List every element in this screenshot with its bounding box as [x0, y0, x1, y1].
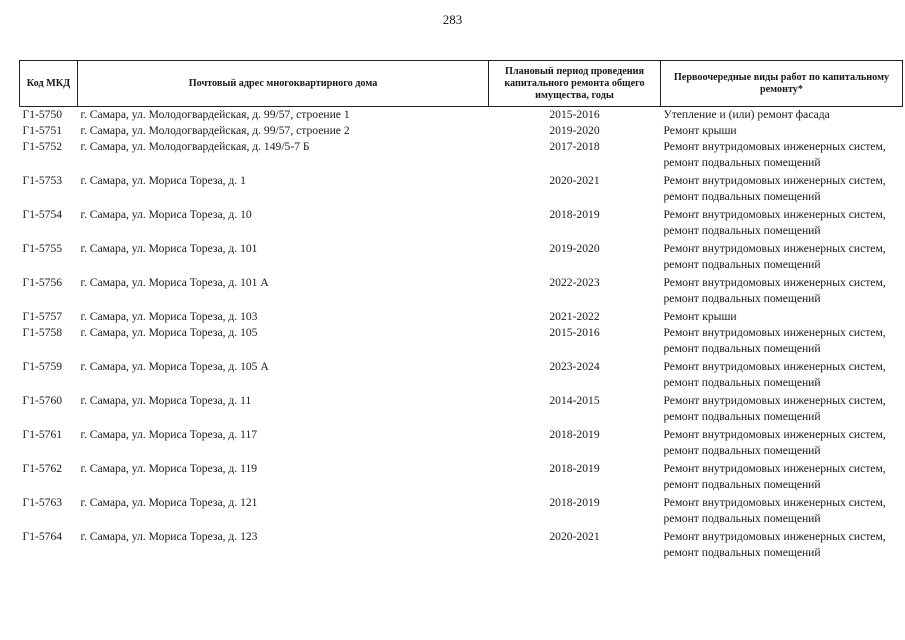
- table-row: [20, 107, 903, 124]
- cell-works: [661, 107, 903, 124]
- cell-code: Г1-5753: [22, 174, 63, 187]
- table-header-row: [20, 61, 903, 107]
- table-row: [20, 123, 903, 139]
- cell-period: 2018-2019: [549, 462, 600, 475]
- table-row: [20, 139, 903, 173]
- table-row: [20, 309, 903, 325]
- work-item: Ремонт внутридомовых инженерных систем,: [663, 360, 886, 373]
- cell-period: 2019-2020: [549, 124, 600, 137]
- capital-repair-table: [19, 60, 903, 563]
- header-period: Плановый период проведения капитального ремонта общего имущества, годы: [489, 61, 661, 107]
- cell-works: [661, 123, 903, 139]
- cell-code: Г1-5754: [22, 208, 63, 221]
- page-number: 283: [442, 12, 463, 27]
- cell-address: г. Самара, ул. Мориса Тореза, д. 10: [80, 208, 252, 221]
- cell-code: Г1-5764: [22, 530, 63, 543]
- work-item: ремонт подвальных помещений: [663, 190, 821, 203]
- cell-address: г. Самара, ул. Мориса Тореза, д. 119: [80, 462, 258, 475]
- cell-works: [661, 275, 903, 309]
- work-item: Ремонт внутридомовых инженерных систем,: [663, 140, 886, 153]
- work-item: ремонт подвальных помещений: [663, 376, 821, 389]
- table-row: [20, 495, 903, 529]
- table-row: [20, 427, 903, 461]
- cell-code: Г1-5763: [22, 496, 63, 509]
- work-item: Утепление и (или) ремонт фасада: [663, 108, 830, 121]
- cell-works: [661, 495, 903, 529]
- cell-code: Г1-5756: [22, 276, 63, 289]
- table-body: [20, 107, 903, 564]
- table-row: [20, 173, 903, 207]
- work-item: Ремонт внутридомовых инженерных систем,: [663, 462, 886, 475]
- cell-code: Г1-5761: [22, 428, 63, 441]
- work-item: Ремонт внутридомовых инженерных систем,: [663, 276, 886, 289]
- table-row: [20, 241, 903, 275]
- cell-code: Г1-5751: [22, 124, 63, 137]
- cell-code: Г1-5755: [22, 242, 63, 255]
- work-item: Ремонт внутридомовых инженерных систем,: [663, 326, 886, 339]
- cell-address: г. Самара, ул. Молодогвардейская, д. 149/5-7 Б: [80, 140, 310, 153]
- cell-address: г. Самара, ул. Мориса Тореза, д. 105: [80, 326, 258, 339]
- table-row: [20, 325, 903, 359]
- cell-code: Г1-5762: [22, 462, 63, 475]
- work-item: ремонт подвальных помещений: [663, 546, 821, 559]
- table-row: [20, 529, 903, 563]
- cell-period: 2018-2019: [549, 496, 600, 509]
- work-item: Ремонт внутридомовых инженерных систем,: [663, 428, 886, 441]
- work-item: ремонт подвальных помещений: [663, 410, 821, 423]
- work-item: Ремонт внутридомовых инженерных систем,: [663, 174, 886, 187]
- work-item: ремонт подвальных помещений: [663, 156, 821, 169]
- table-row: [20, 275, 903, 309]
- table-row: [20, 393, 903, 427]
- cell-address: г. Самара, ул. Мориса Тореза, д. 1: [80, 174, 246, 187]
- cell-period: 2021-2022: [549, 310, 600, 323]
- cell-period: 2018-2019: [549, 208, 600, 221]
- cell-works: [661, 207, 903, 241]
- cell-address: г. Самара, ул. Мориса Тореза, д. 101: [80, 242, 258, 255]
- work-item: ремонт подвальных помещений: [663, 224, 821, 237]
- cell-address: г. Самара, ул. Молодогвардейская, д. 99/57, строение 1: [80, 108, 350, 121]
- work-item: Ремонт крыши: [663, 124, 737, 137]
- cell-code: Г1-5757: [22, 310, 63, 323]
- table-row: [20, 359, 903, 393]
- table-row: [20, 207, 903, 241]
- work-item: Ремонт внутридомовых инженерных систем,: [663, 530, 886, 543]
- cell-code: Г1-5758: [22, 326, 63, 339]
- work-item: ремонт подвальных помещений: [663, 478, 821, 491]
- header-works: Первоочередные виды работ по капитальному ремонту*: [661, 61, 903, 107]
- work-item: Ремонт внутридомовых инженерных систем,: [663, 394, 886, 407]
- cell-works: [661, 359, 903, 393]
- cell-address: г. Самара, ул. Мориса Тореза, д. 103: [80, 310, 258, 323]
- work-item: ремонт подвальных помещений: [663, 444, 821, 457]
- work-item: Ремонт внутридомовых инженерных систем,: [663, 496, 886, 509]
- header-address: Почтовый адрес многоквартирного дома: [78, 61, 489, 107]
- cell-code: Г1-5752: [22, 140, 63, 153]
- header-code: Код МКД: [20, 61, 78, 107]
- work-item: ремонт подвальных помещений: [663, 342, 821, 355]
- cell-period: 2018-2019: [549, 428, 600, 441]
- work-item: ремонт подвальных помещений: [663, 258, 821, 271]
- cell-works: [661, 461, 903, 495]
- work-item: Ремонт крыши: [663, 310, 737, 323]
- table-row: [20, 461, 903, 495]
- cell-period: 2020-2021: [549, 530, 600, 543]
- cell-works: [661, 241, 903, 275]
- work-item: Ремонт внутридомовых инженерных систем,: [663, 208, 886, 221]
- cell-works: [661, 393, 903, 427]
- cell-address: г. Самара, ул. Мориса Тореза, д. 11: [80, 394, 252, 407]
- cell-period: 2014-2015: [549, 394, 600, 407]
- cell-period: 2017-2018: [549, 140, 600, 153]
- cell-period: 2015-2016: [549, 326, 600, 339]
- cell-period: 2023-2024: [549, 360, 600, 373]
- cell-code: Г1-5750: [22, 108, 63, 121]
- work-item: ремонт подвальных помещений: [663, 292, 821, 305]
- cell-address: г. Самара, ул. Молодогвардейская, д. 99/57, строение 2: [80, 124, 350, 137]
- cell-address: г. Самара, ул. Мориса Тореза, д. 101 А: [80, 276, 269, 289]
- cell-code: Г1-5759: [22, 360, 63, 373]
- cell-address: г. Самара, ул. Мориса Тореза, д. 117: [80, 428, 258, 441]
- cell-works: [661, 529, 903, 563]
- cell-works: [661, 139, 903, 173]
- cell-works: [661, 427, 903, 461]
- cell-period: 2019-2020: [549, 242, 600, 255]
- cell-address: г. Самара, ул. Мориса Тореза, д. 123: [80, 530, 258, 543]
- work-item: ремонт подвальных помещений: [663, 512, 821, 525]
- cell-works: [661, 309, 903, 325]
- cell-address: г. Самара, ул. Мориса Тореза, д. 121: [80, 496, 258, 509]
- cell-period: 2020-2021: [549, 174, 600, 187]
- cell-address: г. Самара, ул. Мориса Тореза, д. 105 А: [80, 360, 269, 373]
- cell-period: 2022-2023: [549, 276, 600, 289]
- cell-code: Г1-5760: [22, 394, 63, 407]
- work-item: Ремонт внутридомовых инженерных систем,: [663, 242, 886, 255]
- cell-works: [661, 173, 903, 207]
- cell-works: [661, 325, 903, 359]
- cell-period: 2015-2016: [549, 108, 600, 121]
